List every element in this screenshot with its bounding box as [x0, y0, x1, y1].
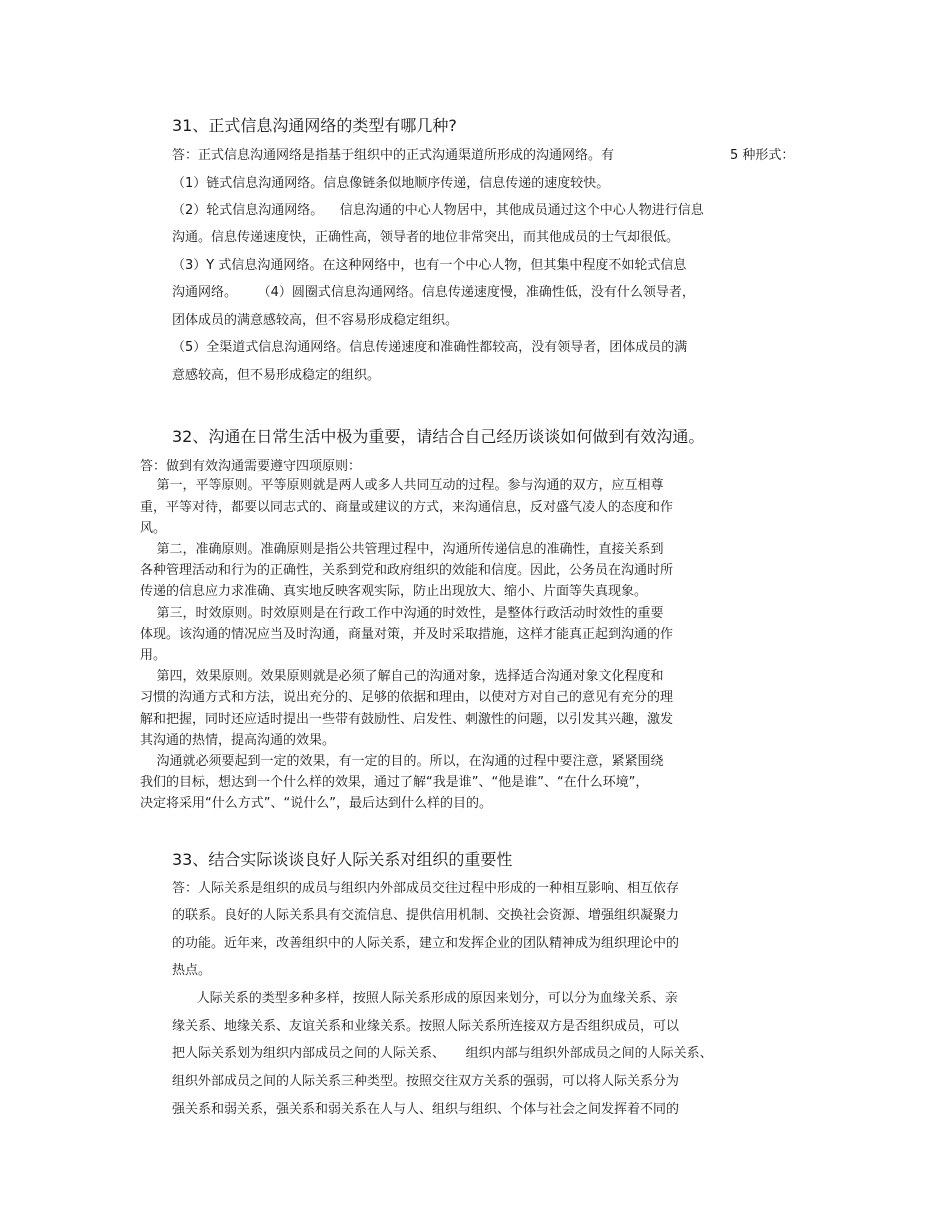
q32-line-7: 传递的信息应力求准确、真实地反映客观实际，防止出现放大、缩小、片面等失真现象。: [140, 584, 648, 599]
q32-line-10: 用。: [140, 648, 167, 663]
q32-line-2: 第一，平等原则。平等原则就是两人或多人共同互动的过程。参与沟通的双方，应互相尊: [140, 478, 664, 493]
q31-line-4: 沟通。信息传递速度快，正确性高，领导者的地位非常突出，而其他成员的士气却很低。: [172, 230, 680, 245]
q31-line-3: （2）轮式信息沟通网络。 信息沟通的中心人物居中，其他成员通过这个中心人物进行信息: [172, 203, 704, 218]
q31-line-1: 答：正式信息沟通网络是指基于组织中的正式沟通渠道所形成的沟通网络。有: [172, 148, 615, 163]
q32-line-16: 我们的目标，想达到一个什么样的效果，通过了解“我是谁”、“他是谁”、“在什么环境”，: [140, 775, 649, 790]
q33-line-8: 组织外部成员之间的人际关系三种类型。按照交往双方关系的强弱，可以将人际关系分为: [172, 1074, 680, 1089]
q33-line-6: 缘关系、地缘关系、友谊关系和业缘关系。按照人际关系所连接双方是否组织成员，可以: [172, 1019, 680, 1034]
q33-line-9: 强关系和弱关系，强关系和弱关系在人与人、组织与组织、个体与社会之间发挥着不同的: [172, 1102, 680, 1117]
q32-line-1: 答：做到有效沟通需要遵守四项原则：: [140, 459, 362, 474]
q31-line-8: （5）全渠道式信息沟通网络。信息传递速度和准确性都较高，没有领导者，团体成员的满: [172, 340, 688, 355]
q33-line-4: 热点。: [172, 963, 212, 978]
q31-line-6: 沟通网络。 （4）圆圈式信息沟通网络。信息传递速度慢，准确性低，没有什么领导者，: [172, 285, 695, 300]
q32-line-5: 第二，准确原则。准确原则是指公共管理过程中，沟通所传递信息的准确性，直接关系到: [140, 542, 664, 557]
q32-line-14: 其沟通的热情，提高沟通的效果。: [140, 733, 336, 748]
q33-line-7: 把人际关系划为组织内部成员之间的人际关系、 组织内部与组织外部成员之间的人际关系、: [172, 1046, 713, 1061]
q32-line-15: 沟通就必须要起到一定的效果，有一定的目的。所以，在沟通的过程中要注意，紧紧围绕: [140, 754, 664, 769]
q32-line-12: 习惯的沟通方式和方法，说出充分的、足够的依据和理由，以使对方对自己的意见有充分的理: [140, 690, 674, 705]
q32-line-4: 风。: [140, 521, 167, 536]
q31-heading: 31、正式信息沟通网络的类型有哪几种?: [172, 116, 457, 135]
q32-line-8: 第三，时效原则。时效原则是在行政工作中沟通的时效性，是整体行政活动时效性的重要: [140, 606, 664, 621]
q31-line-2: （1）链式信息沟通网络。信息像链条似地顺序传递，信息传递的速度较快。: [172, 176, 610, 191]
q33-line-3: 的功能。近年来，改善组织中的人际关系，建立和发挥企业的团队精神成为组织理论中的: [172, 936, 680, 951]
q32-line-17: 决定将采用“什么方式”、“说什么”，最后达到什么样的目的。: [140, 796, 492, 811]
q32-heading: 32、沟通在日常生活中极为重要，请结合自己经历谈谈如何做到有效沟通。: [172, 427, 705, 446]
q33-line-2: 的联系。良好的人际关系具有交流信息、提供信用机制、交换社会资源、增强组织凝聚力: [172, 908, 680, 923]
q32-line-6: 各种管理活动和行为的正确性，关系到党和政府组织的效能和信度。因此，公务员在沟通时所: [140, 563, 674, 578]
q31-line-5: （3）Y 式信息沟通网络。在这种网络中，也有一个中心人物，但其集中程度不如轮式信息: [172, 258, 687, 273]
q32-line-11: 第四，效果原则。效果原则就是必须了解自己的沟通对象，选择适合沟通对象文化程度和: [140, 669, 664, 684]
q33-line-1: 答：人际关系是组织的成员与组织内外部成员交往过程中形成的一种相互影响、相互依存: [172, 881, 680, 896]
q31-line-9: 意感较高，但不易形成稳定的组织。: [172, 368, 381, 383]
q33-line-5: 人际关系的类型多种多样，按照人际关系形成的原因来划分，可以分为血缘关系、亲: [172, 991, 678, 1006]
q32-line-3: 重，平等对待，都要以同志式的、商量或建议的方式，来沟通信息，反对盛气凌人的态度和作: [140, 500, 674, 515]
q32-line-9: 体现。该沟通的情况应当及时沟通，商量对策，并及时采取措施，这样才能真正起到沟通的作: [140, 627, 674, 642]
q33-heading: 33、结合实际谈谈良好人际关系对组织的重要性: [172, 850, 513, 869]
q32-line-13: 解和把握，同时还应适时提出一些带有鼓励性、启发性、刺激性的问题，以引发其兴趣，激发: [140, 712, 674, 727]
q31-suffix: 5 种形式：: [730, 148, 795, 163]
q31-line-7: 团体成员的满意感较高，但不容易形成稳定组织。: [172, 313, 459, 328]
